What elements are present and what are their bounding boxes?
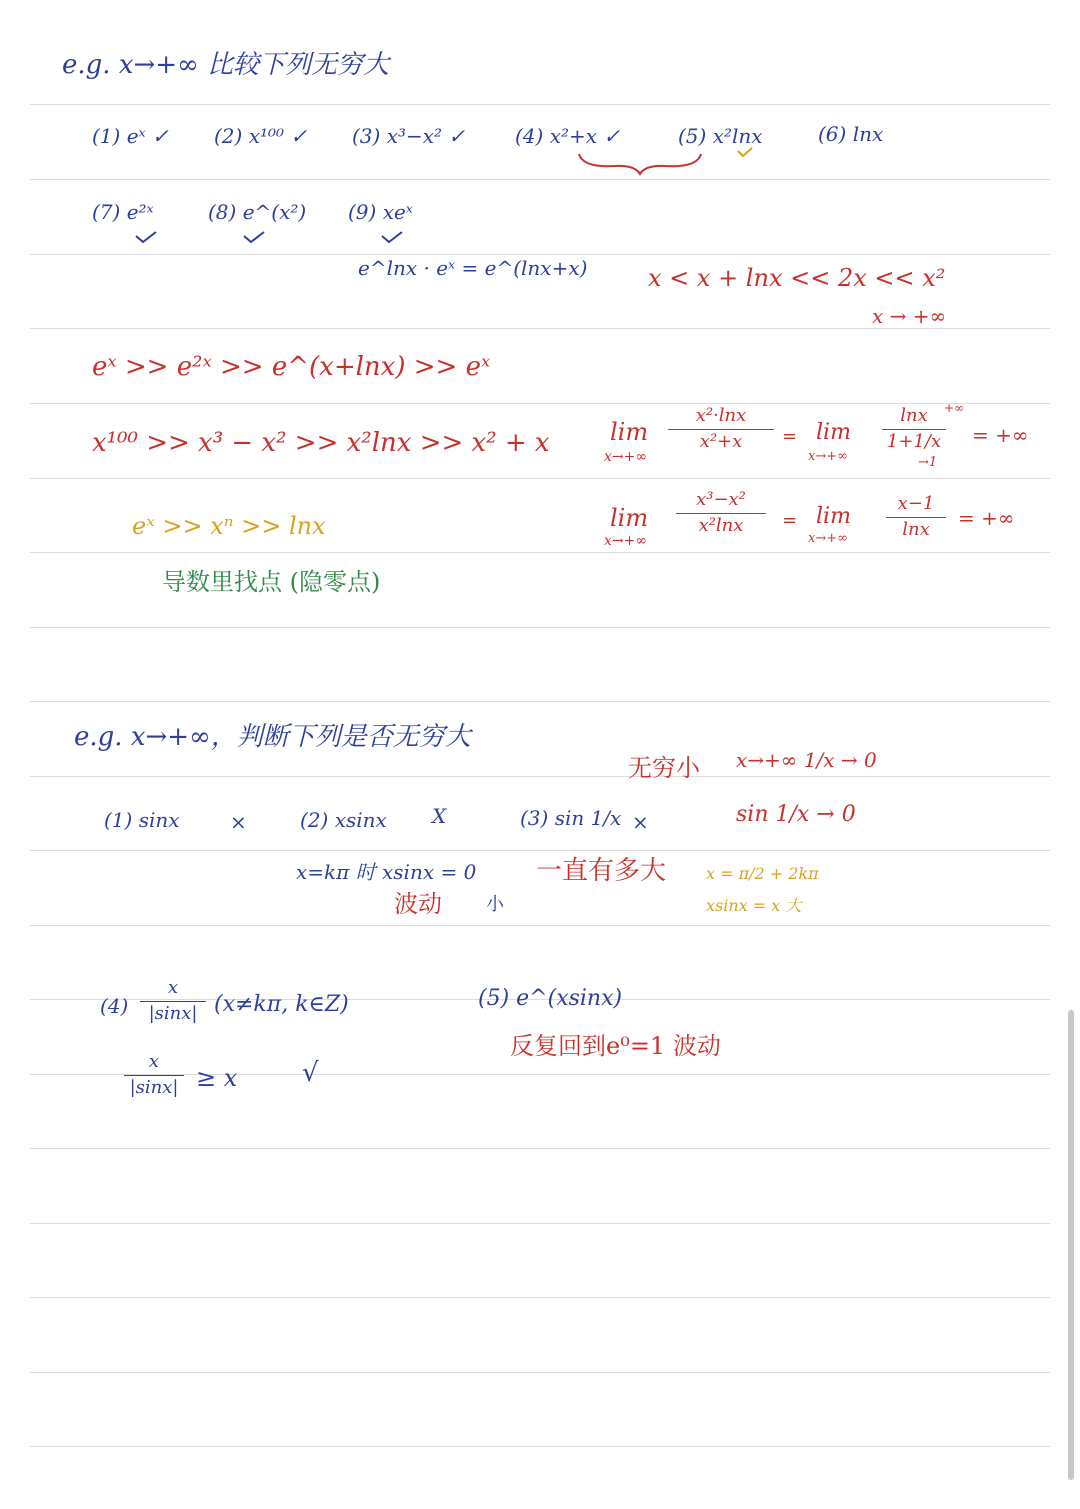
s2-item-3: (3) sin 1/x bbox=[520, 806, 622, 830]
fraction-bar bbox=[676, 513, 766, 515]
growth-order: eˣ >> xⁿ >> lnx bbox=[132, 512, 326, 540]
gold-note-1: x = π/2 + 2kπ bbox=[706, 864, 819, 883]
denominator: lnx bbox=[902, 519, 930, 541]
fraction-bar bbox=[124, 1075, 184, 1077]
rule-line bbox=[30, 701, 1050, 702]
item4-condition: (x≠kπ, k∈Z) bbox=[214, 992, 349, 1017]
small-note: 小 bbox=[486, 894, 504, 915]
rule-line bbox=[30, 627, 1050, 628]
fluctuate-note: 波动 bbox=[394, 890, 442, 918]
rule-line bbox=[30, 552, 1050, 553]
sin-limit: sin 1/x → 0 bbox=[736, 802, 856, 827]
identity-formula: e^lnx · eˣ = e^(lnx+x) bbox=[358, 256, 588, 280]
check-icon bbox=[380, 230, 404, 244]
item4-relation: ≥ x bbox=[196, 1064, 238, 1092]
section2-title: e.g. x→+∞，判断下列是否无穷大 bbox=[74, 722, 471, 752]
section1-title: e.g. x→+∞ 比较下列无穷大 bbox=[62, 50, 389, 80]
poly-order: x¹⁰⁰ >> x³ − x² >> x²lnx >> x² + x bbox=[92, 428, 550, 458]
limit2-result: = +∞ bbox=[958, 506, 1015, 530]
rule-line bbox=[30, 104, 1050, 105]
tends-note: →1 bbox=[918, 455, 938, 470]
lim-label: lim bbox=[816, 420, 851, 445]
limit1-fraction bbox=[668, 406, 774, 453]
cross-mark: × bbox=[230, 810, 247, 834]
numerator: x bbox=[167, 977, 179, 998]
s2-item-4-label: (4) bbox=[100, 994, 129, 1018]
rule-line bbox=[30, 850, 1050, 851]
s2-item-2: (2) xsinx bbox=[300, 808, 387, 832]
equals-sign: = bbox=[782, 510, 798, 531]
check-icon bbox=[134, 230, 158, 244]
derivative-note: 导数里找点 (隐零点) bbox=[162, 568, 381, 596]
numerator: x−1 bbox=[897, 493, 935, 514]
limit1-fraction-2 bbox=[882, 406, 946, 453]
infinitesimal-label: 无穷小 bbox=[628, 754, 700, 782]
xsinx-note: x=kπ 时 xsinx = 0 bbox=[296, 860, 477, 884]
denominator: |sinx| bbox=[148, 1003, 198, 1025]
rule-line bbox=[30, 254, 1050, 255]
fraction-bar bbox=[882, 429, 946, 431]
item-4: (4) x²+x ✓ bbox=[515, 124, 621, 148]
denominator: 1+1/x bbox=[886, 431, 942, 453]
limit2-fraction bbox=[676, 490, 766, 537]
rule-line bbox=[30, 478, 1050, 479]
lim-subscript: x→+∞ bbox=[604, 449, 648, 465]
infinity-note: +∞ bbox=[944, 401, 965, 415]
fraction-bar bbox=[140, 1001, 206, 1003]
limit1-result: = +∞ bbox=[972, 423, 1029, 447]
lim-subscript: x→+∞ bbox=[808, 449, 848, 464]
item4-fraction bbox=[140, 978, 206, 1025]
always-big-note: 一直有多大 bbox=[536, 856, 667, 886]
check-mark: √ bbox=[302, 1058, 319, 1088]
item4-ineq-fraction bbox=[124, 1052, 184, 1099]
rule-line bbox=[30, 776, 1050, 777]
compare-condition: x → +∞ bbox=[872, 304, 947, 328]
item5-note: 反复回到e⁰=1 波动 bbox=[510, 1032, 721, 1060]
item-9: (9) xeˣ bbox=[348, 200, 413, 224]
s2-item-1: (1) sinx bbox=[104, 808, 180, 832]
item-8: (8) e^(x²) bbox=[208, 200, 307, 224]
fraction-bar bbox=[886, 517, 946, 519]
rule-line bbox=[30, 328, 1050, 329]
lim-label: lim bbox=[610, 504, 649, 532]
lim-label: lim bbox=[610, 418, 649, 446]
rule-line bbox=[30, 1297, 1050, 1298]
fraction-bar bbox=[668, 429, 774, 431]
rule-line bbox=[30, 1372, 1050, 1373]
s2-item-5: (5) e^(xsinx) bbox=[478, 986, 623, 1011]
rule-line bbox=[30, 403, 1050, 404]
scrollbar[interactable] bbox=[1068, 1010, 1074, 1480]
rule-line bbox=[30, 1148, 1050, 1149]
lim-subscript: x→+∞ bbox=[604, 533, 648, 549]
infinitesimal-condition: x→+∞ 1/x → 0 bbox=[736, 748, 877, 772]
item-1: (1) eˣ ✓ bbox=[92, 124, 169, 148]
numerator: x³−x² bbox=[696, 489, 746, 510]
rule-line bbox=[30, 1446, 1050, 1447]
compare-chain: x < x + lnx << 2x << x² bbox=[648, 264, 946, 292]
check-icon bbox=[242, 230, 266, 244]
check-icon bbox=[736, 146, 754, 158]
rule-line bbox=[30, 1223, 1050, 1224]
numerator: lnx bbox=[900, 405, 928, 426]
denominator: |sinx| bbox=[129, 1077, 179, 1099]
item-5: (5) x²lnx bbox=[678, 124, 763, 148]
exp-order: eˣ >> e²ˣ >> e^(x+lnx) >> eˣ bbox=[92, 352, 491, 382]
brace-mark bbox=[575, 150, 705, 178]
rule-line bbox=[30, 179, 1050, 180]
limit2-fraction-2 bbox=[886, 494, 946, 541]
denominator: x²lnx bbox=[698, 515, 744, 537]
cross-mark: × bbox=[632, 810, 649, 834]
equals-sign: = bbox=[782, 426, 798, 447]
gold-note-2: xsinx = x 大 bbox=[706, 896, 802, 915]
item-6: (6) lnx bbox=[818, 122, 884, 146]
rule-line bbox=[30, 925, 1050, 926]
cross-mark: X bbox=[432, 804, 447, 828]
item-3: (3) x³−x² ✓ bbox=[352, 124, 466, 148]
denominator: x²+x bbox=[699, 431, 743, 453]
lim-subscript: x→+∞ bbox=[808, 531, 848, 546]
item-2: (2) x¹⁰⁰ ✓ bbox=[214, 124, 308, 148]
item-7: (7) e²ˣ bbox=[92, 200, 154, 224]
lim-label: lim bbox=[816, 504, 851, 529]
numerator: x²·lnx bbox=[695, 405, 747, 426]
numerator: x bbox=[148, 1051, 160, 1072]
